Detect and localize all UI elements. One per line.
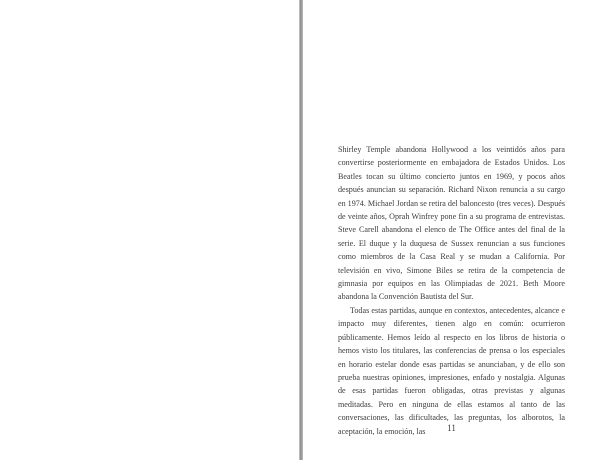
paragraph-1: Shirley Temple abandona Hollywood a los veintidós años para convertirse posteriormente en embajadora de Estados Unidos. Los Beatles tocan su último concierto juntos en 1969, y pocos años después anuncian su separación. Richard Nixon renuncia a su cargo en 1974. Michael Jordan se retira del baloncesto (tres veces). Después de veinte años, Oprah Winfrey pone fin a su programa de entrevistas. Steve Carell abandona el elenco de The Office antes del final de la serie. El duque y la duquesa de Sussex renuncian a sus funciones como miembros de la Casa Real y se mudan a California. Por televisión en vivo, Simone Biles se retira de la competencia de gimnasia por equipos en las Olimpiadas de 2021. Beth Moore abandona la Convención Bautista del Sur. xyxy=(338,145,565,302)
paragraph-2: Todas estas partidas, aunque en contextos, antecedentes, alcance e impacto muy diferentes, tienen algo en común: ocurrieron públicamente. Hemos leído al respecto en los libros de historia o hemos visto los titulares, las conferencias de prensa o los especiales en horario estelar donde esas partidas se anunciaban, y de ello son prueba nuestras opiniones, impresiones, enfado y nostalgia. Algunas de esas partidas fueron obligadas, otras previstas y algunas meditadas. Pero en ninguna de ellas estamos al tanto de las conversaciones, las dificultades, las preguntas, los alborotos, la aceptación, la emoción, las xyxy=(338,305,565,436)
right-page xyxy=(303,0,600,460)
page-number: 11 xyxy=(447,423,456,433)
body-text xyxy=(338,143,565,438)
